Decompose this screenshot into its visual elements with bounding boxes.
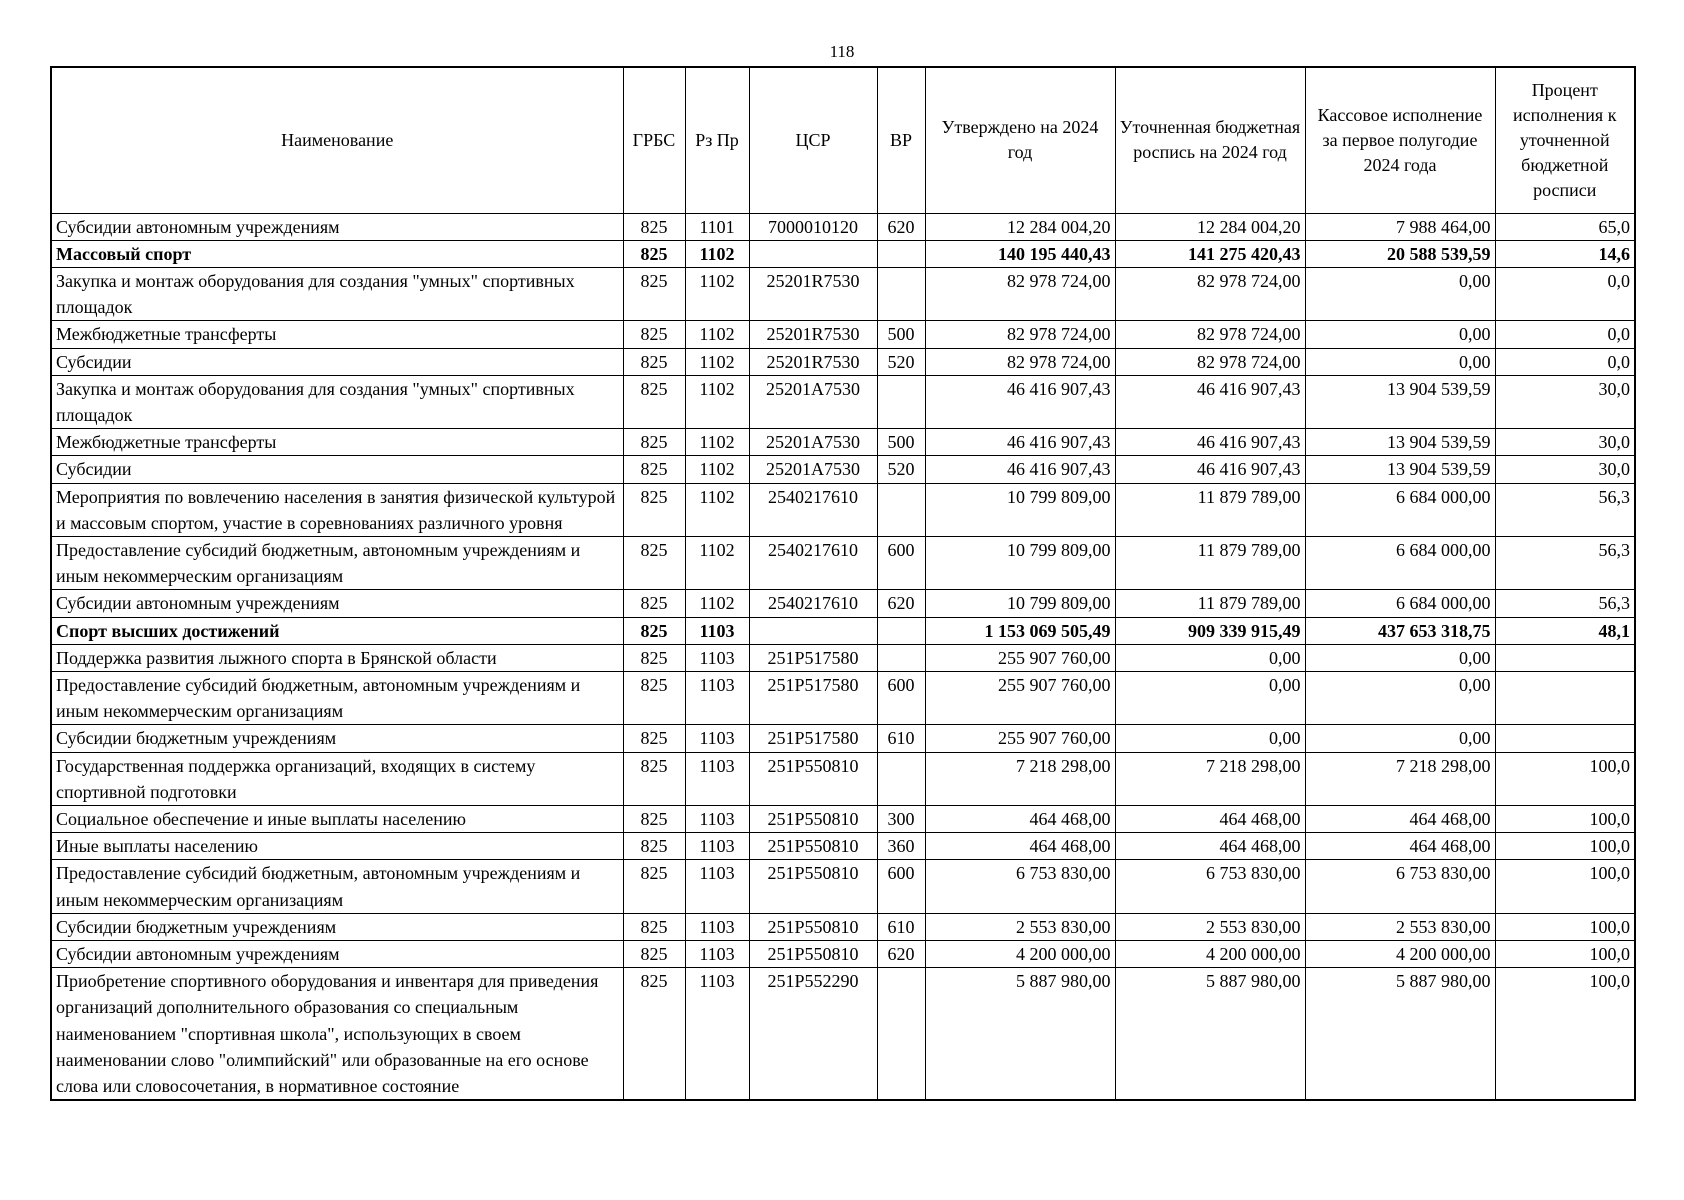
- cell-rzpr: 1102: [685, 348, 749, 375]
- cell-cash: 0,00: [1305, 725, 1495, 752]
- table-row: [51, 348, 1635, 375]
- cell-vr: [877, 240, 925, 267]
- cell-csr: 25201A7530: [749, 456, 877, 483]
- cell-csr: 251P550810: [749, 913, 877, 940]
- cell-rzpr: 1103: [685, 913, 749, 940]
- cell-grbs: 825: [623, 590, 685, 617]
- cell-grbs: 825: [623, 752, 685, 805]
- cell-refined: 464 468,00: [1115, 833, 1305, 860]
- table-row: [51, 590, 1635, 617]
- cell-name: Спорт высших достижений: [51, 617, 623, 644]
- cell-percent: 56,3: [1495, 536, 1635, 589]
- cell-refined: 82 978 724,00: [1115, 321, 1305, 348]
- cell-vr: [877, 752, 925, 805]
- table-row: [51, 805, 1635, 832]
- cell-vr: 300: [877, 805, 925, 832]
- cell-name: Субсидии автономным учреждениям: [51, 213, 623, 240]
- cell-name: Поддержка развития лыжного спорта в Брянской области: [51, 644, 623, 671]
- cell-percent: 14,6: [1495, 240, 1635, 267]
- table-row: [51, 375, 1635, 428]
- cell-vr: 600: [877, 536, 925, 589]
- header-grbs: ГРБС: [623, 67, 685, 213]
- cell-grbs: 825: [623, 429, 685, 456]
- cell-refined: 909 339 915,49: [1115, 617, 1305, 644]
- cell-percent: 0,0: [1495, 267, 1635, 320]
- cell-refined: 0,00: [1115, 725, 1305, 752]
- cell-approved: 46 416 907,43: [925, 375, 1115, 428]
- cell-rzpr: 1102: [685, 267, 749, 320]
- cell-percent: 56,3: [1495, 590, 1635, 617]
- cell-vr: 520: [877, 456, 925, 483]
- cell-approved: 82 978 724,00: [925, 267, 1115, 320]
- cell-csr: 25201A7530: [749, 375, 877, 428]
- cell-rzpr: 1103: [685, 617, 749, 644]
- cell-vr: 360: [877, 833, 925, 860]
- cell-csr: 2540217610: [749, 483, 877, 536]
- cell-name: Предоставление субсидий бюджетным, автономным учреждениям и иным некоммерческим организациям: [51, 671, 623, 724]
- cell-vr: 620: [877, 940, 925, 967]
- cell-approved: 82 978 724,00: [925, 348, 1115, 375]
- cell-approved: 46 416 907,43: [925, 456, 1115, 483]
- cell-rzpr: 1103: [685, 805, 749, 832]
- table-row: [51, 833, 1635, 860]
- cell-cash: 7 988 464,00: [1305, 213, 1495, 240]
- cell-cash: 20 588 539,59: [1305, 240, 1495, 267]
- cell-refined: 7 218 298,00: [1115, 752, 1305, 805]
- cell-vr: [877, 483, 925, 536]
- cell-refined: 6 753 830,00: [1115, 860, 1305, 913]
- cell-name: Межбюджетные трансферты: [51, 429, 623, 456]
- cell-grbs: 825: [623, 240, 685, 267]
- cell-cash: 13 904 539,59: [1305, 375, 1495, 428]
- cell-name: Субсидии автономным учреждениям: [51, 590, 623, 617]
- cell-cash: 4 200 000,00: [1305, 940, 1495, 967]
- cell-csr: 251P550810: [749, 940, 877, 967]
- cell-rzpr: 1103: [685, 671, 749, 724]
- cell-vr: 620: [877, 213, 925, 240]
- cell-csr: 2540217610: [749, 590, 877, 617]
- cell-approved: 464 468,00: [925, 833, 1115, 860]
- cell-refined: 464 468,00: [1115, 805, 1305, 832]
- cell-rzpr: 1101: [685, 213, 749, 240]
- table-row: [51, 968, 1635, 1101]
- cell-approved: 255 907 760,00: [925, 644, 1115, 671]
- cell-name: Субсидии бюджетным учреждениям: [51, 913, 623, 940]
- cell-cash: 437 653 318,75: [1305, 617, 1495, 644]
- cell-refined: 5 887 980,00: [1115, 968, 1305, 1101]
- cell-grbs: 825: [623, 483, 685, 536]
- cell-csr: 251P550810: [749, 833, 877, 860]
- cell-percent: 65,0: [1495, 213, 1635, 240]
- cell-cash: 6 753 830,00: [1305, 860, 1495, 913]
- cell-grbs: 825: [623, 213, 685, 240]
- cell-grbs: 825: [623, 375, 685, 428]
- header-rzpr: Рз Пр: [685, 67, 749, 213]
- cell-csr: 251P550810: [749, 805, 877, 832]
- cell-refined: 46 416 907,43: [1115, 375, 1305, 428]
- cell-name: Субсидии: [51, 456, 623, 483]
- cell-vr: 610: [877, 725, 925, 752]
- cell-csr: 251P552290: [749, 968, 877, 1101]
- cell-percent: 30,0: [1495, 375, 1635, 428]
- cell-cash: 2 553 830,00: [1305, 913, 1495, 940]
- cell-rzpr: 1102: [685, 536, 749, 589]
- cell-percent: [1495, 644, 1635, 671]
- cell-grbs: 825: [623, 536, 685, 589]
- table-row: [51, 725, 1635, 752]
- cell-percent: 100,0: [1495, 860, 1635, 913]
- header-refined: Уточненная бюджетная роспись на 2024 год: [1115, 67, 1305, 213]
- cell-grbs: 825: [623, 617, 685, 644]
- cell-csr: 25201R7530: [749, 348, 877, 375]
- header-cash: Кассовое исполнение за первое полугодие 2024 года: [1305, 67, 1495, 213]
- header-csr: ЦСР: [749, 67, 877, 213]
- cell-refined: 2 553 830,00: [1115, 913, 1305, 940]
- table-row: [51, 860, 1635, 913]
- header-approved: Утверждено на 2024 год: [925, 67, 1115, 213]
- cell-name: Мероприятия по вовлечению населения в занятия физической культурой и массовым спортом, участие в соревнованиях различного уровня: [51, 483, 623, 536]
- table-row: [51, 644, 1635, 671]
- cell-rzpr: 1102: [685, 456, 749, 483]
- cell-approved: 464 468,00: [925, 805, 1115, 832]
- cell-cash: 0,00: [1305, 644, 1495, 671]
- cell-cash: 7 218 298,00: [1305, 752, 1495, 805]
- cell-rzpr: 1102: [685, 321, 749, 348]
- cell-grbs: 825: [623, 860, 685, 913]
- cell-refined: 82 978 724,00: [1115, 348, 1305, 375]
- cell-cash: 5 887 980,00: [1305, 968, 1495, 1101]
- cell-grbs: 825: [623, 725, 685, 752]
- cell-cash: 464 468,00: [1305, 805, 1495, 832]
- cell-vr: 500: [877, 321, 925, 348]
- cell-grbs: 825: [623, 805, 685, 832]
- table-header-row: [51, 67, 1635, 213]
- cell-name: Закупка и монтаж оборудования для создания "умных" спортивных площадок: [51, 267, 623, 320]
- cell-grbs: 825: [623, 940, 685, 967]
- cell-approved: 10 799 809,00: [925, 536, 1115, 589]
- table-row: [51, 752, 1635, 805]
- cell-name: Иные выплаты населению: [51, 833, 623, 860]
- cell-cash: 0,00: [1305, 348, 1495, 375]
- cell-csr: 251P550810: [749, 860, 877, 913]
- cell-cash: 0,00: [1305, 321, 1495, 348]
- cell-approved: 10 799 809,00: [925, 483, 1115, 536]
- cell-name: Закупка и монтаж оборудования для создания "умных" спортивных площадок: [51, 375, 623, 428]
- cell-grbs: 825: [623, 833, 685, 860]
- cell-refined: 12 284 004,20: [1115, 213, 1305, 240]
- cell-cash: 13 904 539,59: [1305, 456, 1495, 483]
- table-row: [51, 213, 1635, 240]
- cell-vr: [877, 968, 925, 1101]
- cell-rzpr: 1103: [685, 833, 749, 860]
- cell-refined: 11 879 789,00: [1115, 590, 1305, 617]
- cell-cash: 0,00: [1305, 671, 1495, 724]
- cell-percent: 100,0: [1495, 752, 1635, 805]
- page-number: 118: [829, 42, 855, 61]
- cell-vr: 620: [877, 590, 925, 617]
- cell-approved: 4 200 000,00: [925, 940, 1115, 967]
- table-row: [51, 240, 1635, 267]
- cell-grbs: 825: [623, 348, 685, 375]
- cell-vr: [877, 375, 925, 428]
- header-percent: Процент исполнения к уточненной бюджетной росписи: [1495, 67, 1635, 213]
- cell-refined: 11 879 789,00: [1115, 483, 1305, 536]
- cell-cash: 6 684 000,00: [1305, 590, 1495, 617]
- cell-approved: 46 416 907,43: [925, 429, 1115, 456]
- cell-percent: 30,0: [1495, 429, 1635, 456]
- cell-rzpr: 1103: [685, 940, 749, 967]
- cell-name: Субсидии: [51, 348, 623, 375]
- cell-cash: 0,00: [1305, 267, 1495, 320]
- cell-rzpr: 1103: [685, 968, 749, 1101]
- cell-cash: 6 684 000,00: [1305, 483, 1495, 536]
- cell-rzpr: 1103: [685, 860, 749, 913]
- cell-refined: 46 416 907,43: [1115, 456, 1305, 483]
- cell-csr: 25201R7530: [749, 267, 877, 320]
- cell-rzpr: 1102: [685, 375, 749, 428]
- table-row: [51, 429, 1635, 456]
- cell-approved: 7 218 298,00: [925, 752, 1115, 805]
- cell-csr: [749, 617, 877, 644]
- cell-rzpr: 1102: [685, 483, 749, 536]
- cell-refined: 11 879 789,00: [1115, 536, 1305, 589]
- cell-refined: 46 416 907,43: [1115, 429, 1305, 456]
- cell-approved: 5 887 980,00: [925, 968, 1115, 1101]
- cell-cash: 6 684 000,00: [1305, 536, 1495, 589]
- cell-percent: 0,0: [1495, 348, 1635, 375]
- cell-csr: 2540217610: [749, 536, 877, 589]
- cell-name: Государственная поддержка организаций, входящих в систему спортивной подготовки: [51, 752, 623, 805]
- cell-percent: 100,0: [1495, 805, 1635, 832]
- table-body: [51, 213, 1635, 1100]
- cell-percent: 56,3: [1495, 483, 1635, 536]
- cell-refined: 0,00: [1115, 671, 1305, 724]
- cell-rzpr: 1103: [685, 725, 749, 752]
- table-row: [51, 536, 1635, 589]
- cell-cash: 13 904 539,59: [1305, 429, 1495, 456]
- cell-csr: [749, 240, 877, 267]
- cell-csr: 251P517580: [749, 644, 877, 671]
- cell-grbs: 825: [623, 456, 685, 483]
- cell-rzpr: 1103: [685, 644, 749, 671]
- cell-csr: 251P517580: [749, 725, 877, 752]
- cell-percent: 0,0: [1495, 321, 1635, 348]
- cell-vr: 600: [877, 860, 925, 913]
- cell-grbs: 825: [623, 321, 685, 348]
- cell-rzpr: 1102: [685, 590, 749, 617]
- cell-vr: 600: [877, 671, 925, 724]
- budget-table: [50, 66, 1636, 1101]
- cell-grbs: 825: [623, 968, 685, 1101]
- cell-approved: 2 553 830,00: [925, 913, 1115, 940]
- cell-vr: 520: [877, 348, 925, 375]
- cell-vr: [877, 617, 925, 644]
- cell-csr: 251P550810: [749, 752, 877, 805]
- cell-approved: 82 978 724,00: [925, 321, 1115, 348]
- cell-approved: 10 799 809,00: [925, 590, 1115, 617]
- cell-rzpr: 1103: [685, 752, 749, 805]
- cell-approved: 255 907 760,00: [925, 725, 1115, 752]
- table-row: [51, 940, 1635, 967]
- cell-rzpr: 1102: [685, 429, 749, 456]
- cell-percent: 100,0: [1495, 940, 1635, 967]
- cell-percent: [1495, 671, 1635, 724]
- cell-percent: 100,0: [1495, 913, 1635, 940]
- cell-csr: 7000010120: [749, 213, 877, 240]
- cell-approved: 12 284 004,20: [925, 213, 1115, 240]
- table-row: [51, 671, 1635, 724]
- cell-name: Социальное обеспечение и иные выплаты населению: [51, 805, 623, 832]
- cell-name: Субсидии бюджетным учреждениям: [51, 725, 623, 752]
- cell-rzpr: 1102: [685, 240, 749, 267]
- cell-percent: 48,1: [1495, 617, 1635, 644]
- cell-csr: 251P517580: [749, 671, 877, 724]
- cell-grbs: 825: [623, 267, 685, 320]
- cell-approved: 255 907 760,00: [925, 671, 1115, 724]
- table-row: [51, 321, 1635, 348]
- cell-name: Приобретение спортивного оборудования и инвентаря для приведения организаций дополнительного образования со специальным наименованием "спортивная школа", использующих в своем наименовании слово "олимпийский" или образованные на его основе слова или словосочетания, в нормативное состояние: [51, 968, 623, 1101]
- table-row: [51, 483, 1635, 536]
- cell-vr: [877, 267, 925, 320]
- table-row: [51, 617, 1635, 644]
- cell-grbs: 825: [623, 644, 685, 671]
- cell-grbs: 825: [623, 913, 685, 940]
- cell-approved: 1 153 069 505,49: [925, 617, 1115, 644]
- cell-percent: 100,0: [1495, 833, 1635, 860]
- header-name: Наименование: [51, 67, 623, 213]
- cell-percent: 30,0: [1495, 456, 1635, 483]
- cell-percent: [1495, 725, 1635, 752]
- header-vr: ВР: [877, 67, 925, 213]
- cell-grbs: 825: [623, 671, 685, 724]
- cell-name: Субсидии автономным учреждениям: [51, 940, 623, 967]
- cell-name: Предоставление субсидий бюджетным, автономным учреждениям и иным некоммерческим организациям: [51, 860, 623, 913]
- cell-percent: 100,0: [1495, 968, 1635, 1101]
- cell-refined: 82 978 724,00: [1115, 267, 1305, 320]
- cell-refined: 141 275 420,43: [1115, 240, 1305, 267]
- cell-approved: 140 195 440,43: [925, 240, 1115, 267]
- cell-vr: 500: [877, 429, 925, 456]
- cell-csr: 25201R7530: [749, 321, 877, 348]
- cell-vr: [877, 644, 925, 671]
- cell-approved: 6 753 830,00: [925, 860, 1115, 913]
- cell-vr: 610: [877, 913, 925, 940]
- cell-refined: 0,00: [1115, 644, 1305, 671]
- cell-name: Предоставление субсидий бюджетным, автономным учреждениям и иным некоммерческим организациям: [51, 536, 623, 589]
- table-row: [51, 267, 1635, 320]
- cell-name: Межбюджетные трансферты: [51, 321, 623, 348]
- table-row: [51, 913, 1635, 940]
- cell-refined: 4 200 000,00: [1115, 940, 1305, 967]
- cell-csr: 25201A7530: [749, 429, 877, 456]
- table-row: [51, 456, 1635, 483]
- cell-cash: 464 468,00: [1305, 833, 1495, 860]
- cell-name: Массовый спорт: [51, 240, 623, 267]
